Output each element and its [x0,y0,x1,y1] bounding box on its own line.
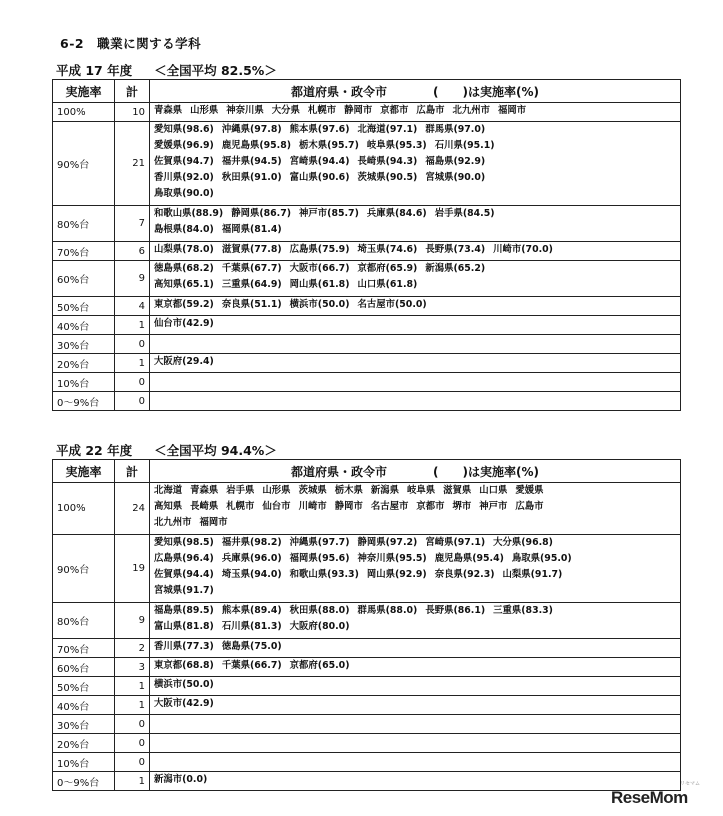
places-line [154,261,676,277]
place-entry: 福岡市 [498,105,527,116]
place-entry: 山口県 [479,485,508,496]
place-entry: 三重県(64.9) [221,279,282,290]
table-row [53,103,681,122]
place-entry: 神戸市 [479,501,508,512]
count-cell: 1 [115,772,150,791]
place-entry: 山形県 [262,485,291,496]
places-line [154,154,676,170]
place-entry: 愛媛県(96.9) [154,140,214,151]
places-cell [150,354,681,373]
place-entry: 秋田県(91.0) [221,172,282,183]
rate-cell: 90%台 [53,122,115,206]
places-cell [150,603,681,639]
places-line [154,772,676,788]
page-heading: 6-2 職業に関する学科 [60,36,202,51]
place-entry: 石川県(81.3) [221,621,282,632]
place-entry: 北九州市 [452,105,491,116]
count-cell: 1 [115,677,150,696]
place-entry: 京都府(65.0) [289,660,350,671]
places-line [154,499,676,515]
header-count: 計 [115,460,150,483]
places-cell [150,261,681,297]
place-entry: 沖縄県(97.7) [289,537,350,548]
places-line [154,138,676,154]
place-entry: 仙台市 [262,501,291,512]
count-cell: 1 [115,696,150,715]
count-cell: 4 [115,297,150,316]
count-cell: 7 [115,206,150,242]
place-entry: 岩手県(84.5) [434,208,495,219]
header-note: ( )は実施率(%) [433,464,539,479]
place-entry: 岐阜県 [406,485,436,496]
place-entry: 大阪府(80.0) [289,621,350,632]
place-entry: 千葉県(66.7) [221,660,282,671]
place-entry: 愛媛県 [515,485,544,496]
table-row [53,483,681,535]
rate-cell: 100% [53,103,115,122]
table-row [53,753,681,772]
place-entry: 奈良県(51.1) [221,299,282,310]
place-entry: 兵庫県(96.0) [221,553,282,564]
place-entry: 長野県(73.4) [425,244,486,255]
place-entry: 静岡県(97.2) [357,537,418,548]
place-entry: 広島県(75.9) [289,244,350,255]
table-row [53,206,681,242]
places-cell [150,677,681,696]
place-entry: 東京都(59.2) [154,299,214,310]
table-header-row [53,80,681,103]
place-entry: 新潟県 [370,485,399,496]
place-entry: 堺市 [452,501,472,512]
section-title-h22 [56,441,277,459]
places-line [154,619,676,635]
place-entry: 兵庫県(84.6) [366,208,427,219]
place-entry: 秋田県(88.0) [289,605,350,616]
rate-cell: 10%台 [53,753,115,772]
place-entry: 山梨県(78.0) [154,244,214,255]
place-entry: 岡山県(92.9) [366,569,427,580]
table-row [53,261,681,297]
count-cell: 0 [115,335,150,354]
places-cell [150,772,681,791]
section-title-h17 [56,61,277,79]
rate-cell: 0～9%台 [53,392,115,411]
places-cell [150,122,681,206]
rate-table-h22 [52,459,681,791]
place-entry: 静岡県(86.7) [231,208,292,219]
place-entry: 徳島県(68.2) [154,263,214,274]
place-entry: 福島県(89.5) [154,605,214,616]
place-entry: 鳥取県(90.0) [154,188,214,199]
header-rate: 実施率 [53,460,115,483]
rate-cell: 40%台 [53,696,115,715]
places-cell [150,734,681,753]
place-entry: 広島市 [416,105,445,116]
rate-cell: 40%台 [53,316,115,335]
place-entry: 鹿児島県(95.8) [221,140,292,151]
place-entry: 宮崎県(94.4) [289,156,350,167]
place-entry: 福島県(92.9) [425,156,486,167]
rate-cell: 50%台 [53,677,115,696]
table-row [53,535,681,603]
table-row [53,715,681,734]
place-entry: 京都市 [380,105,409,116]
place-entry: 群馬県(88.0) [357,605,418,616]
place-entry: 神奈川県(95.5) [357,553,427,564]
section-year: 平成 17 年度 [56,63,133,78]
place-entry: 奈良県(92.3) [434,569,495,580]
places-line [154,242,676,258]
place-entry: 名古屋市(50.0) [357,299,427,310]
rate-cell: 30%台 [53,335,115,354]
places-line [154,297,676,313]
rate-cell: 70%台 [53,639,115,658]
rate-cell: 0～9%台 [53,772,115,791]
place-entry: 茨城県 [298,485,327,496]
table-row [53,122,681,206]
places-cell [150,715,681,734]
place-entry: 宮城県(90.0) [425,172,486,183]
place-entry: 大阪市(42.9) [154,698,214,709]
places-cell [150,483,681,535]
section-year: 平成 22 年度 [56,443,133,458]
count-cell: 0 [115,392,150,411]
places-cell [150,103,681,122]
rate-cell: 80%台 [53,206,115,242]
count-cell: 1 [115,354,150,373]
place-entry: 福岡県(81.4) [221,224,282,235]
place-entry: 高知県(65.1) [154,279,214,290]
place-entry: 三重県(83.3) [493,605,553,616]
table-row [53,734,681,753]
places-cell [150,753,681,772]
count-cell: 0 [115,373,150,392]
place-entry: 長野県(86.1) [425,605,486,616]
table-row [53,658,681,677]
places-cell [150,658,681,677]
place-entry: 福岡県(95.6) [289,553,350,564]
place-entry: 石川県(95.1) [434,140,495,151]
rate-cell: 20%台 [53,734,115,753]
count-cell: 10 [115,103,150,122]
places-line [154,515,676,531]
place-entry: 大分県 [271,105,300,116]
rate-cell: 60%台 [53,658,115,677]
place-entry: 岡山県(61.8) [289,279,350,290]
place-entry: 福井県(98.2) [221,537,282,548]
places-cell [150,206,681,242]
places-line [154,583,676,599]
places-cell [150,373,681,392]
rate-cell: 80%台 [53,603,115,639]
count-cell: 3 [115,658,150,677]
table-body [53,103,681,411]
place-entry: 高知県 [154,501,183,512]
place-entry: 和歌山県(88.9) [154,208,224,219]
count-cell: 2 [115,639,150,658]
places-cell [150,535,681,603]
place-entry: 鳥取県(95.0) [511,553,572,564]
places-line [154,696,676,712]
place-entry: 岐阜県(95.3) [366,140,427,151]
count-cell: 1 [115,316,150,335]
rate-cell: 60%台 [53,261,115,297]
place-entry: 島根県(84.0) [154,224,214,235]
places-line [154,603,676,619]
count-cell: 6 [115,242,150,261]
places-line [154,170,676,186]
place-entry: 北海道(97.1) [357,124,418,135]
place-entry: 北海道 [154,485,183,496]
place-entry: 熊本県(97.6) [289,124,350,135]
places-line [154,483,676,499]
place-entry: 山口県(61.8) [357,279,418,290]
places-line [154,103,676,119]
count-cell: 9 [115,261,150,297]
header-rate: 実施率 [53,80,115,103]
rate-cell: 100% [53,483,115,535]
places-cell [150,297,681,316]
table-row [53,392,681,411]
place-entry: 香川県(77.3) [154,641,214,652]
count-cell: 0 [115,734,150,753]
place-entry: 茨城県(90.5) [357,172,418,183]
count-cell: 19 [115,535,150,603]
place-entry: 富山県(90.6) [289,172,350,183]
place-entry: 鹿児島県(95.4) [434,553,504,564]
place-entry: 香川県(92.0) [154,172,214,183]
place-entry: 福岡市 [199,517,228,528]
place-entry: 大阪市(66.7) [289,263,350,274]
section-average: ＜全国平均 82.5%＞ [154,63,277,78]
place-entry: 愛知県(98.6) [154,124,214,135]
places-line [154,222,676,238]
table-row [53,354,681,373]
place-entry: 静岡市 [344,105,373,116]
rate-cell: 90%台 [53,535,115,603]
table-row [53,603,681,639]
table-row [53,297,681,316]
rate-cell: 30%台 [53,715,115,734]
header-count: 計 [115,80,150,103]
place-entry: 青森県 [190,485,219,496]
places-line [154,551,676,567]
place-entry: 札幌市 [307,105,337,116]
table-row [53,696,681,715]
places-cell [150,242,681,261]
count-cell: 0 [115,715,150,734]
rate-cell: 20%台 [53,354,115,373]
place-entry: 山梨県(91.7) [502,569,563,580]
place-entry: 沖縄県(97.8) [221,124,282,135]
place-entry: 新潟県(65.2) [425,263,486,274]
place-entry: 埼玉県(74.6) [357,244,418,255]
table-body [53,483,681,791]
resemom-logo: ReseMom [611,788,688,807]
place-entry: 山形県 [190,105,219,116]
places-line [154,186,676,202]
table-row [53,373,681,392]
place-entry: 京都市 [416,501,445,512]
count-cell: 24 [115,483,150,535]
place-entry: 宮崎県(97.1) [425,537,486,548]
section-average: ＜全国平均 94.4%＞ [154,443,277,458]
places-line [154,354,676,370]
place-entry: 名古屋市 [370,501,409,512]
count-cell: 0 [115,753,150,772]
place-entry: 横浜市(50.0) [289,299,350,310]
resemom-logo-sub: リセマム [680,781,700,787]
place-entry: 愛知県(98.5) [154,537,214,548]
place-entry: 東京都(68.8) [154,660,214,671]
rate-cell: 10%台 [53,373,115,392]
count-cell: 9 [115,603,150,639]
place-entry: 千葉県(67.7) [221,263,282,274]
places-line [154,658,676,674]
places-line [154,535,676,551]
header-places-label: 都道府県・政令市 [291,464,388,479]
place-entry: 福井県(94.5) [221,156,282,167]
rate-cell: 50%台 [53,297,115,316]
place-entry: 和歌山県(93.3) [289,569,359,580]
place-entry: 滋賀県(77.8) [221,244,282,255]
table-row [53,242,681,261]
place-entry: 熊本県(89.4) [221,605,282,616]
table-row [53,639,681,658]
header-places-label: 都道府県・政令市 [291,84,388,99]
place-entry: 北九州市 [154,517,192,528]
places-line [154,277,676,293]
place-entry: 埼玉県(94.0) [221,569,282,580]
place-entry: 長崎県 [190,501,219,512]
rate-cell: 70%台 [53,242,115,261]
table-header-row [53,460,681,483]
place-entry: 栃木県 [334,485,363,496]
places-cell [150,696,681,715]
rate-table-h17 [52,79,681,411]
place-entry: 群馬県(97.0) [425,124,486,135]
table-row [53,772,681,791]
place-entry: 京都府(65.9) [357,263,418,274]
place-entry: 広島市 [515,501,544,512]
places-cell [150,335,681,354]
place-entry: 神奈川県 [226,105,264,116]
header-note: ( )は実施率(%) [433,84,539,99]
places-cell [150,316,681,335]
places-cell [150,392,681,411]
header-places [150,460,681,483]
table-row [53,677,681,696]
place-entry: 神戸市(85.7) [299,208,359,219]
places-line [154,206,676,222]
place-entry: 徳島県(75.0) [221,641,282,652]
place-entry: 岩手県 [226,485,255,496]
place-entry: 宮城県(91.7) [154,585,214,596]
place-entry: 栃木県(95.7) [299,140,359,151]
place-entry: 滋賀県 [443,485,472,496]
places-line [154,677,676,693]
count-cell: 21 [115,122,150,206]
place-entry: 静岡市 [334,501,363,512]
places-cell [150,639,681,658]
place-entry: 佐賀県(94.4) [154,569,214,580]
place-entry: 佐賀県(94.7) [154,156,214,167]
places-line [154,122,676,138]
place-entry: 大分県(96.8) [493,537,553,548]
place-entry: 新潟市(0.0) [154,774,208,785]
place-entry: 横浜市(50.0) [154,679,214,690]
header-places [150,80,681,103]
table-row [53,335,681,354]
place-entry: 富山県(81.8) [154,621,214,632]
place-entry: 川崎市(70.0) [493,244,553,255]
place-entry: 長崎県(94.3) [357,156,418,167]
places-line [154,567,676,583]
places-line [154,639,676,655]
place-entry: 広島県(96.4) [154,553,214,564]
places-line [154,316,676,332]
place-entry: 大阪府(29.4) [154,356,214,367]
table-row [53,316,681,335]
place-entry: 川崎市 [298,501,327,512]
place-entry: 青森県 [154,105,183,116]
place-entry: 札幌市 [226,501,255,512]
place-entry: 仙台市(42.9) [154,318,214,329]
